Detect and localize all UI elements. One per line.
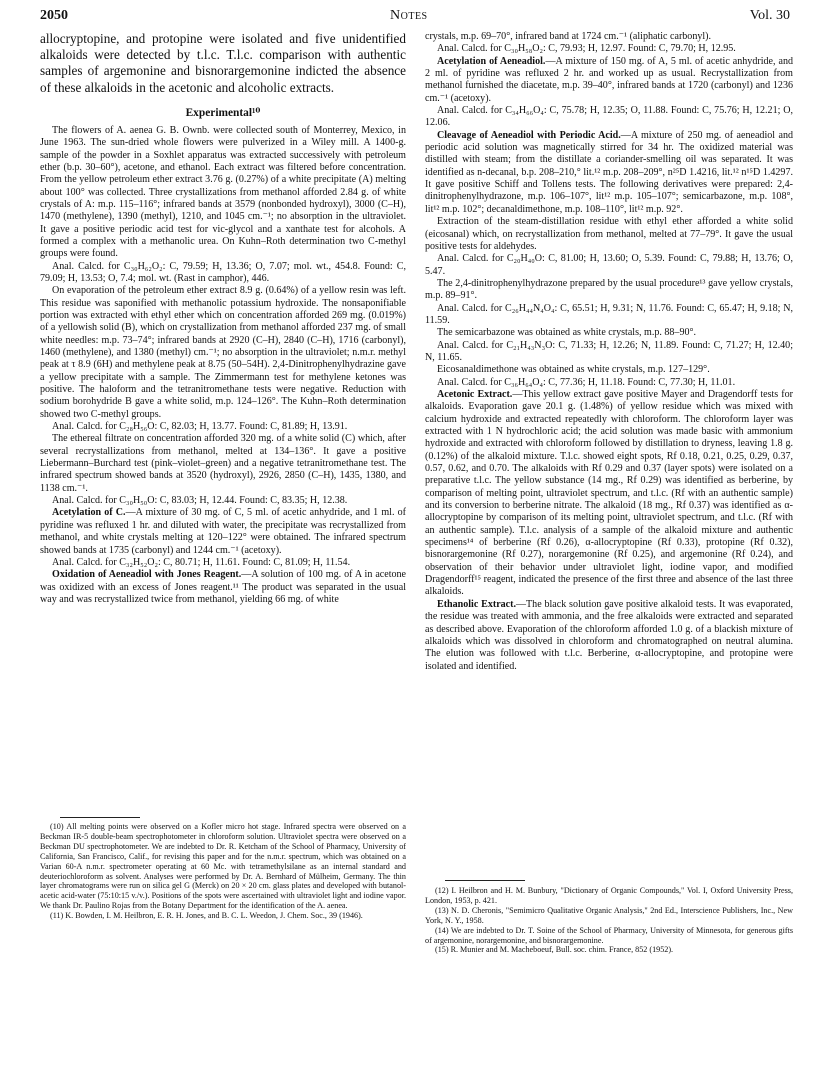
paragraph-text: —A mixture of 30 mg. of C, 5 ml. of acetic anhydride, and 1 ml. of pyridine was refluxed 1 hr. and diluted with water, the precipitate was recrystallized from methanol, and white crystals melting at 120–122° were obtained. The infrared spectrum showed bands at 1735 (carbonyl) and 1244 cm.⁻¹ (acetoxy). — [40, 507, 406, 556]
footnote: (15) R. Munier and M. Macheboeuf, Bull. soc. chim. France, 852 (1952). — [435, 945, 674, 955]
paragraph: The 2,4-dinitrophenylhydrazone prepared by the usual procedure¹³ gave yellow crystals, m.p. 89–91°. — [425, 277, 793, 302]
paragraph: Eicosanaldimethone was obtained as white crystals, m.p. 127–129°. — [437, 364, 710, 376]
run-in-heading: Acetonic Extract. — [437, 388, 513, 400]
paragraph — [425, 56, 793, 105]
analysis-paragraph: Anal. Calcd. for C₂₁H₄₃N₃O: C, 71.33; H, 12.26; N, 11.89. Found: C, 71.27; H, 12.40; N, 11.65. — [425, 339, 793, 363]
footnotes-right — [425, 886, 793, 1062]
paragraph-text: —A mixture of 150 mg. of A, 5 ml. of acetic anhydride, and 2 ml. of pyridine was refluxed 2 hr. and worked up as usual. Recrystallization from methanol furnished the diacetate, m.p. 39–40°, infrared bands at 1720 (carbonyl) and 1236 cm.⁻¹ (acetoxy). — [425, 55, 793, 104]
paragraph: On evaporation of the petroleum ether extract 8.9 g. (0.64%) of a yellow resin was left. This residue was saponified with methanolic potassium hydroxide. The nonsaponifiable portion was extracted with ethyl ether which on concentration afforded 269 mg. (0.019%) of a yellowish solid (B), which on crystallization from methanol afforded 237 mg. of small white needles: m.p. 73–74°; infrared bands at 2920 (C–H), 2840 (C–H), 1716 (carbonyl), 1460 (methylene), and 1380 (methyl) cm.⁻¹; no absorption in the ultraviolet; n.m.r. methyl peak at τ 8.9 (6H) and methylene peak at 8.75 (50–54H). 2,4-Dinitrophenylhydrazine gave a yellow precipitate with a sample. The Zimmermann test for methylene ketones was positive. The haloform and the tetranitromethane tests were negative. Reduction with sodium borohydride B gave a white solid, m.p. 124–126°. The Kuhn–Roth determination showed two C-methyl groups. — [40, 285, 406, 420]
running-header — [40, 8, 790, 28]
footnote-rule — [445, 880, 525, 881]
right-column — [425, 31, 793, 865]
left-column — [40, 31, 406, 810]
run-in-heading: Cleavage of Aeneadiol with Periodic Acid. — [437, 129, 621, 141]
footnote: (10) All melting points were observed on a Kofler micro hot stage. Infrared spectra were observed on a Beckman IR-5 double-beam spectrophotometer in chloroform solution. Ultraviolet spectra were observed on a Beckman DU spectrophotometer. We are indebted to Dr. R. Ketcham of the School of Pharmacy, University of California, San Francisco, Calif., for revising this paper and for the n.m.r. spectrum, which was obtained on a Varian 60-A n.m.r. spectrometer operating at 60 Mc. with tetramethylsilane as an internal standard and deuteriochloroform as solvent. Analyses were performed by Dr. A. Bernhard of Mülheim, Germany. The thin layer chromatograms were run on silica gel G (Merck) on 20 × 20 cm. glass plates and developed with butanol-acetic acid-water (75:10:15 v./v.). Positions of the spots were ascertained with ultraviolet light and iodine vapor. We thank Dr. Paulino Rojas from the Botany Department for the identification of the A. aenea. — [40, 822, 406, 911]
run-in-heading: Ethanolic Extract. — [437, 598, 516, 610]
paragraph — [40, 569, 406, 606]
analysis-paragraph: Anal. Calcd. for C₃₄H₆₆O₄: C, 75.78; H, 12.35; O, 11.88. Found: C, 75.76; H, 12.21; O, 12.06. — [425, 105, 793, 129]
journal-section: Notes — [390, 8, 428, 23]
paragraph — [40, 507, 406, 556]
intro-paragraph: allocryptopine, and protopine were isolated and five unidentified alkaloids were detected by t.l.c. T.l.c. comparison with authentic samples of argemonine and bisnorargemonine indicted the absence of these alkaloids in the acetonic and alcoholic extracts. — [40, 31, 406, 95]
analysis-paragraph: Anal. Calcd. for C₂₆H₄₄N₄O₄: C, 65.51; H, 9.31; N, 11.76. Found: C, 65.47; H, 9.18; N, 11.59. — [425, 302, 793, 326]
paragraph-text: —The black solution gave positive alkaloid tests. It was evaporated, the residue was treated with ammonia, and the free alkaloids were extracted and separated as described above. Evaporation of the chloroform afforded 1.0 g. of a blackish mixture of alkaloids which was dissolved in chloroform and chromatographed on neutral alumina. The elution was followed with t.l.c. Berberine, α-allocryptopine, and protopine were isolated and identified. — [425, 598, 793, 672]
paragraph: crystals, m.p. 69–70°, infrared band at 1724 cm.⁻¹ (aliphatic carbonyl). — [425, 31, 712, 42]
footnote: (11) K. Bowden, I. M. Heilbron, E. R. H. Jones, and B. C. L. Weedon, J. Chem. Soc., 39 (1946). — [50, 911, 363, 921]
page-number: 2050 — [40, 8, 68, 23]
paragraph-text: —This yellow extract gave positive Mayer and Dragendorff tests for alkaloids. Evaporation gave 20.1 g. (1.48%) of yellow residue which was mixed with calcium hydroxide and extracted repeatedly with chloroform. The chloroform layer was extracted with 1 N hydrochloric acid; the acid solution was made basic with ammonium hydroxide and extracted with chloroform followed by distillation to dryness, leaving 1.8 g. (0.12%) of the alkaloid mixture. T.l.c. showed eight spots, Rf 0.18, 0.21, 0.25, 0.29, 0.37, 0.57, 0.62, and 0.70. The alkaloids with Rf 0.29 and 0.37 (layer spots) were isolated on a preparative t.l.c. The yellow substance (14 mg., Rf 0.29) was identified as berberine, by comparison of melting point, ultraviolet spectrum, and t.l.c. (Rf with an authentic sample) and its conversion to berberine nitrate. The alkaloid (18 mg., Rf 0.37) was identified as α-allocryptopine by comparison of its melting point, ultraviolet spectrum, and t.l.c. (Rf with an authentic sample). T.l.c. analysis of a sample of the alkaloid mixture and authentic specimens¹⁴ of berberine (Rf 0.26), α-allocryptopine (Rf 0.33), protopine (Rf 0.32), bisnorargemonine (Rf 0.27), norargemonine (Rf 0.25), and argemonine (Rf 0.24), and observation of their behavior under ultraviolet light, iodine vapor, and modified Dragendorff¹⁵ reagent, indicated the presence of the first three and absence of the last three alkaloids. — [425, 388, 793, 598]
footnote: (14) We are indebted to Dr. T. Soine of the School of Pharmacy, University of Minnesota, for generous gifts of argemonine, norargemonine, and bisnorargemonine. — [425, 925, 793, 945]
volume-label: Vol. 30 — [749, 8, 790, 23]
footnotes-left — [40, 822, 406, 1062]
footnote: (12) I. Heilbron and H. M. Bunbury, "Dictionary of Organic Compounds," Vol. I, Oxford University Press, London, 1953, p. 421. — [425, 886, 793, 905]
analysis-paragraph: Anal. Calcd. for C₂₈H₅₆O: C, 82.03; H, 13.77. Found: C, 81.89; H, 13.91. — [52, 421, 348, 433]
footnote-rule — [60, 817, 140, 818]
section-heading: Experimental¹⁰ — [185, 106, 261, 119]
analysis-paragraph: Anal. Calcd. for C₃₂H₅₂O₂: C, 80.71; H, 11.61. Found: C, 81.09; H, 11.54. — [52, 556, 351, 568]
analysis-paragraph: Anal. Calcd. for C₃₀H₆₂O₂: C, 79.59; H, 13.36; O, 7.07; mol. wt., 454.8. Found: C, 79.09; H, 13.53; O, 7.4; mol. wt. (Rast in camphor), 446. — [40, 260, 406, 284]
analysis-paragraph: Anal. Calcd. for C₃₀H₅₀O: C, 83.03; H, 12.44. Found: C, 83.35; H, 12.38. — [52, 495, 348, 507]
paragraph: The ethereal filtrate on concentration afforded 320 mg. of a white solid (C) which, after several recrystallizations from methanol, melted at 134–136°. It gave a positive Liebermann–Burchard test (pink–violet–green) and a negative tetranitromethane test. The infrared spectrum showed bands at 3520 (hydroxyl), 2926, 2850 (C–H), 1435, 1380, and 1138 cm.⁻¹. — [40, 433, 406, 494]
paragraph-text: —A mixture of 250 mg. of aeneadiol and periodic acid solution was magnetically stirred for 34 hr. The oxidized material was distilled with steam; from the distillate a coriander-smelling oil was separated. It was identified as n-decanal, b.p. 208–210,° lit.¹² m.p. 208–209°, n²⁵D 1.4216, lit.¹² n¹⁵D 1.4297. It gave positive Schiff and Tollens tests. The following derivatives were prepared: 2,4-dinitrophenylhydrazone, m.p. 106–107°, lit¹² m.p. 105–107°; semicarbazone, m.p. 108°, lit¹² m.p. 102°; decanaldimethone, m.p. 108–110°, lit¹² m.p. 92°. — [425, 129, 793, 215]
paragraph: The flowers of A. aenea G. B. Ownb. were collected south of Monterrey, Mexico, in June 1963. The sun-dried whole flowers were pulverized in a Wiley mill. A 1400-g. sample of the powder in a Soxhlet apparatus was extracted successively with petroleum ether (b.p. 30–60°), acetone, and ethanol. Each extract was filtered before concentration. From the yellow petroleum ether extract 3.76 g. (0.27%) of a white precipitate (A) melting about 100° was collected. Three crystallizations from methanol afforded 2.84 g. of white crystals of A: m.p. 115–116°; infrared bands at 3579 (nonbonded hydroxyl), 3000 (C–H), 1470 (methylene), 1390 (methyl), 1210, and 1045 cm.⁻¹; no absorption in the ultraviolet. It gave a positive periodic acid test for vic-glycol and a xanthate test for alcohols. A formed a complex with a methanolic urea. On Kuhn–Roth determination two C-methyl groups were found. — [40, 124, 406, 260]
run-in-heading: Oxidation of Aeneadiol with Jones Reagent. — [52, 569, 242, 581]
analysis-paragraph: Anal. Calcd. for C₂₀H₄₀O: C, 81.00; H, 13.60; O, 5.39. Found: C, 79.88; H, 13.76; O, 5.47. — [425, 253, 793, 277]
paragraph-text: —A solution of 100 mg. of A in acetone was oxidized with an excess of Jones reagent.¹¹ The product was separated in the usual way and was recrystallized twice from methanol, yielding 66 mg. of white — [40, 569, 406, 605]
paragraph: The semicarbazone was obtained as white crystals, m.p. 88–90°. — [437, 327, 697, 339]
paragraph: Extraction of the steam-distillation residue with ethyl ether afforded a white solid (eicosanal) which, on recrystallization from methanol, melted at 77–79°. It gave the usual positive tests for aldehydes. — [425, 216, 793, 252]
analysis-paragraph: Anal. Calcd. for C₃₆H₆₄O₄: C, 77.36; H, 11.18. Found: C, 77.30; H, 11.01. — [437, 376, 736, 388]
paragraph — [425, 389, 793, 599]
footnote: (13) N. D. Cheronis, "Semimicro Qualitative Organic Analysis," 2nd Ed., Interscience Publishers, Inc., New York, N. Y., 1958. — [425, 905, 793, 925]
analysis-paragraph: Anal. Calcd. for C₃₀H₅₈O₂: C, 79.93; H, 12.97. Found: C, 79.70; H, 12.95. — [437, 43, 736, 55]
paragraph — [425, 599, 793, 673]
run-in-heading: Acetylation of Aeneadiol. — [437, 55, 546, 67]
run-in-heading: Acetylation of C. — [52, 507, 126, 519]
paragraph — [425, 130, 793, 216]
